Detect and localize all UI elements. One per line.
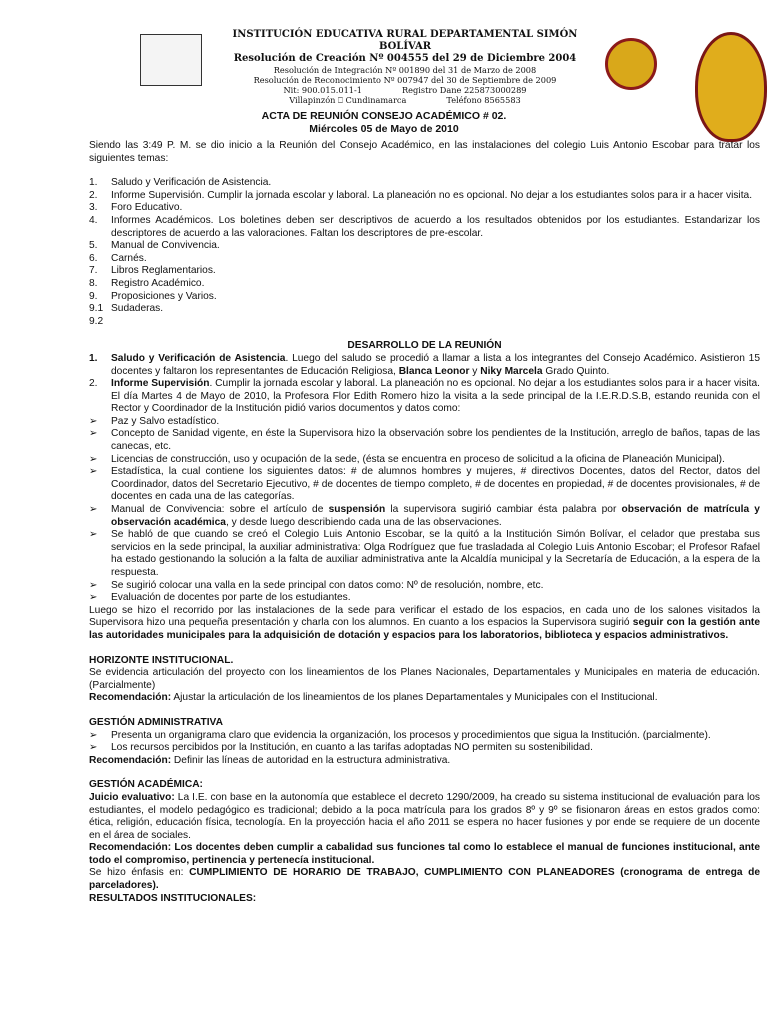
list-item: 7. Libros Reglamentarios. [89, 265, 216, 277]
section-heading-desarrollo: DESARROLLO DE LA REUNIÓN [347, 340, 502, 352]
agenda-list [89, 177, 760, 328]
nit: Nit: 900.015.011-1 [283, 85, 362, 95]
intro-paragraph: Siendo las 3:49 P. M. se dio inicio a la Reunión del Consejo Académico, en las instalaciones del colegio Luis Antonio Escobar para tratar los siguientes temas: [89, 140, 760, 164]
school-logo-left [140, 34, 202, 86]
horizonte-recommendation: Recomendación: Ajustar la articulación de los lineamientos de los planes Departamentales y Municipales con el Institucional. [89, 692, 658, 704]
list-item: 9.2 [89, 315, 104, 327]
visit-summary: Luego se hizo el recorrido por las instalaciones de la sede para verificar el estado de los espacios, en cada uno de los salones visitados la Supervisora hizo una pequeña presentación y charla con los alumnos. En cuanto a los espacios la Supervisora sugirió seguir con la gestión ante las autoridades municipales para la adquisición de dotación y espacios para los laboratorios, biblioteca y espacios administrativos. [89, 604, 760, 641]
list-item: 4. Informes Académicos. Los boletines deben ser descriptivos de acuerdo a los resultados obtenidos por los estudiantes. Estandarizar los descriptores de acuerdo a las valoraciones. Faltan los descriptores de pre-escolar. [89, 214, 760, 239]
city-phone-row [205, 95, 605, 105]
title-date: Miércoles 05 de Mayo de 2010 [309, 123, 459, 135]
bullet-item: ➢ Evaluación de docentes por parte de los estudiantes. [89, 592, 351, 604]
list-item: 6. Carnés. [89, 252, 147, 264]
list-item: 8. Registro Académico. [89, 277, 205, 289]
list-item: 3. Foro Educativo. [89, 202, 183, 214]
title-line1: ACTA DE REUNIÓN CONSEJO ACADÉMICO # 02. [261, 110, 507, 122]
institution-name: INSTITUCIÓN EDUCATIVA RURAL DEPARTAMENTAL SIMÓN BOLÍVAR [232, 29, 578, 52]
section-heading-horizonte: HORIZONTE INSTITUCIONAL. [89, 654, 234, 666]
bullet-item: ➢ Paz y Salvo estadístico. [89, 415, 220, 427]
horizonte-text: Se evidencia articulación del proyecto con los lineamientos de los Planes Nacionales, Departamentales y Municipales en materia de educación. (Parcialmente) [89, 667, 760, 691]
bullet-item: ➢ Se habló de que cuando se creó el Colegio Luis Antonio Escobar, se la quitó a la Institución Simón Bolívar, el celador que prestaba sus servicios en la sede principal, la auxiliar administrativa: Olga Rodríguez que fue trasladada al Colegio Luis Antonio Escobar; el Profesor Rafael ha estado gestionando la solución a la falta de auxiliar administrativa ante la Alcaldía municipal y la Secretaría de Educación, a la espera de la respuesta. [89, 529, 760, 578]
section-heading-gestion-academica: GESTIÓN ACADÉMICA: [89, 779, 203, 791]
document-title [0, 110, 768, 136]
academic-recommendation: Recomendación: Los docentes deben cumplir a cabalidad sus funciones tal como lo establece el manual de funciones institucional, ante todo el compromiso, pertinencia y pertenecía institucional. [89, 842, 760, 866]
nit-dane-row [205, 85, 605, 95]
bullet-item: ➢ Estadística, la cual contiene los siguientes datos: # de alumnos hombres y mujeres, # directivos Docentes, datos del Rector, datos del Coordinador, datos del Secretario Ejecutivo, # de docentes de tiempo completo, # de docentes en propiedad, # de docentes provisionales, # de docentes en cada una de las categorías. [89, 466, 760, 503]
section-heading-resultados: RESULTADOS INSTITUCIONALES: [89, 892, 257, 904]
list-item: 2. Informe Supervisión. Cumplir la jornada escolar y laboral. La planeación no es opcional. No dejar a los estudiantes solos para ir a hacer visita. El día Martes 4 de Mayo de 2010, la Profesora Flor Edith Romero hizo la visita a la sede principal de la I.E.R.D.S.B, estando reunida con el Rector y Coordinador de la Institución pidió varios documentos y datos como: [89, 378, 761, 415]
dane-register: Registro Dane 225873000289 [402, 85, 527, 95]
phone: Teléfono 8565583 [446, 95, 521, 105]
letterhead [205, 29, 605, 105]
bullet-item: ➢ Presenta un organigrama claro que evidencia la organización, los procesos y procedimientos que sigua la Institución. (parcialmente). [89, 729, 711, 741]
recognition-resolution: Resolución de Reconocimiento Nº 007947 del 30 de Septiembre de 2009 [253, 75, 557, 85]
list-item: 2. Informe Supervisión. Cumplir la jornada escolar y laboral. La planeación no es opcional. No dejar a los estudiantes solos para ir a hacer visita. [89, 189, 753, 201]
list-item: 9.1 Sudaderas. [89, 303, 164, 315]
bullet-item: ➢ Manual de Convivencia: sobre el artículo de suspensión la supervisora sugirió cambiar ésta palabra por observación de matrícula y observación académica, y desde luego describiendo cada una de las observaciones. [89, 504, 760, 528]
bullet-item: ➢ Licencias de construcción, uso y ocupación de la sede, (ésta se encuentra en proceso de solicitud a la oficina de Planeación Municipal). [89, 453, 725, 465]
list-item: 5. Manual de Convivencia. [89, 240, 220, 252]
juicio-evaluativo: Juicio evaluativo: La I.E. con base en la autonomía que establece el decreto 1290/2009, ha creado su sistema institucional de evaluación para los estudiantes, el modelo pedagógico es tradicional; debido a la poca matrícula para los grados 8º y 9º se fisionaron áreas en estos grados como: ética, religión, educación física, tecnología. En la proyección hacia el año 2011 se espera no hacer fusiones y por ende se requiere de un docente en el área de sociales. [89, 791, 760, 841]
emphasis-line: Se hizo énfasis en: CUMPLIMIENTO DE HORARIO DE TRABAJO, CUMPLIMIENTO CON PLANEADORES (cronograma de entrega de parceladores). [89, 867, 760, 892]
list-item: 1. Saludo y Verificación de Asistencia. [89, 177, 272, 189]
admin-recommendation: Recomendación: Definir las líneas de autoridad en la estructura administrativa. [89, 754, 451, 766]
creation-resolution: Resolución de Creación Nº 004555 del 29 de Diciembre 2004 [233, 53, 577, 64]
document-body [89, 140, 760, 905]
integration-resolution: Resolución de Integración Nº 001890 del 31 de Marzo de 2008 [273, 65, 537, 75]
list-item: 1. Saludo y Verificación de Asistencia. Luego del saludo se procedió a llamar a lista a los integrantes del Consejo Académico. Asistieron 15 docentes y faltaron los representantes de Educación Religiosa, Blanca Leonor y Niky Marcela Grado Quinto. [89, 352, 760, 377]
list-item: 9. Proposiciones y Varios. [89, 290, 217, 302]
institution-seal [605, 38, 657, 90]
section-heading-gestion-administrativa: GESTIÓN ADMINISTRATIVA [89, 716, 223, 728]
city: Villapinzón ⎕ Cundinamarca [289, 95, 407, 105]
bullet-item: ➢ Concepto de Sanidad vigente, en éste la Supervisora hizo la observación sobre los pendientes de la Institución, arreglo de baños, tapas de las canecas, etc. [89, 428, 760, 453]
bullet-item: ➢ Se sugirió colocar una valla en la sede principal con datos como: Nº de resolución, nombre, etc. [89, 579, 544, 591]
bullet-item: ➢ Los recursos percibidos por la Institución, en cuanto a las tarifas adoptadas NO permiten su sostenibilidad. [89, 742, 593, 754]
